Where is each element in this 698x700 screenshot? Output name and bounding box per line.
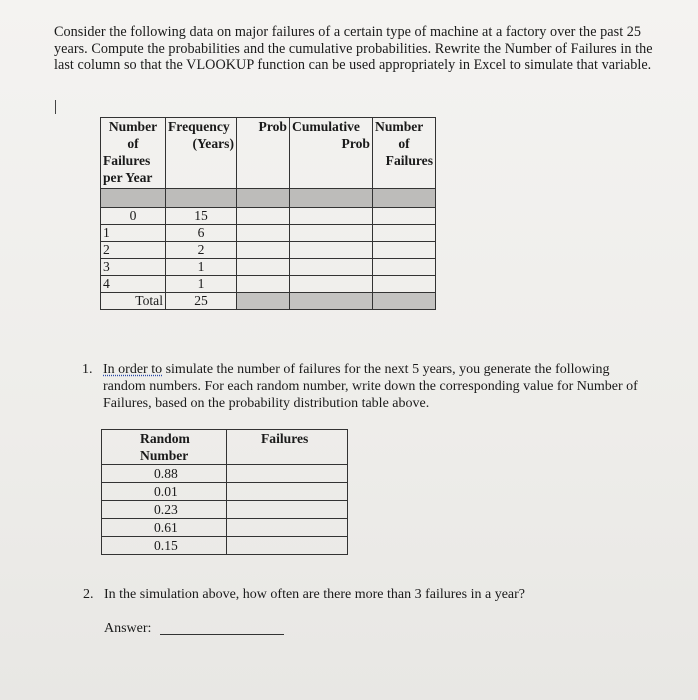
random-number-cell: 0.01 xyxy=(102,483,227,501)
question-2-text: In the simulation above, how often are there more than 3 failures in a year? xyxy=(104,587,526,602)
total-value: 25 xyxy=(166,293,237,310)
cumulative-prob-cell[interactable] xyxy=(290,242,373,259)
table-row xyxy=(101,242,436,259)
answer-blank[interactable] xyxy=(160,634,284,635)
question-2-number: 2. xyxy=(83,587,94,602)
lookup-failures-cell[interactable] xyxy=(373,259,436,276)
table-row xyxy=(102,465,348,483)
table-row xyxy=(101,208,436,225)
header-random-number: Random Number xyxy=(102,430,227,465)
cumulative-prob-cell[interactable] xyxy=(290,208,373,225)
failures-cell: 2 xyxy=(101,242,166,259)
intro-paragraph: Consider the following data on major failures of a certain type of machine at a factory over the past 25 years. Compute the probabilities and the cumulative probabilities. Rewrite the Number of Failures in the last column so that the VLOOKUP function can be used appropriately in Excel to simulate that variable. xyxy=(54,24,653,74)
cumulative-prob-cell[interactable] xyxy=(290,276,373,293)
header-number-of-failures-per-year: Number of Failures per Year xyxy=(101,118,166,189)
header-prob: Prob xyxy=(237,118,290,189)
failures-cell: 4 xyxy=(101,276,166,293)
question-1 xyxy=(82,361,642,412)
header-cumulative-prob: Cumulative Prob xyxy=(290,118,373,189)
table-row xyxy=(102,501,348,519)
cumulative-prob-cell[interactable] xyxy=(290,259,373,276)
question-1-text: simulate the number of failures for the next 5 years, you generate the following random numbers. For each random number, write down the corresponding value for Number of Failures, based on the probability distribution table above. xyxy=(103,362,638,411)
text-cursor xyxy=(55,100,56,114)
question-2 xyxy=(83,586,643,603)
frequency-cell: 1 xyxy=(166,259,237,276)
frequency-cell: 15 xyxy=(166,208,237,225)
lookup-failures-cell[interactable] xyxy=(373,208,436,225)
table-row xyxy=(102,519,348,537)
table-total-row xyxy=(101,293,436,310)
failures-answer-cell[interactable] xyxy=(227,501,348,519)
failures-answer-cell[interactable] xyxy=(227,483,348,501)
random-number-cell: 0.61 xyxy=(102,519,227,537)
table-header-row xyxy=(101,118,436,189)
frequency-cell: 6 xyxy=(166,225,237,242)
table-row xyxy=(102,483,348,501)
random-number-cell: 0.88 xyxy=(102,465,227,483)
cumulative-prob-cell[interactable] xyxy=(290,225,373,242)
prob-cell[interactable] xyxy=(237,208,290,225)
prob-cell[interactable] xyxy=(237,259,290,276)
header-number-of-failures: Number of Failures xyxy=(373,118,436,189)
frequency-cell: 2 xyxy=(166,242,237,259)
answer-label: Answer: xyxy=(104,621,152,636)
table-header-row xyxy=(102,430,348,465)
lookup-failures-cell[interactable] xyxy=(373,242,436,259)
random-number-cell: 0.15 xyxy=(102,537,227,555)
lookup-failures-cell[interactable] xyxy=(373,225,436,242)
table-row xyxy=(102,537,348,555)
failures-answer-cell[interactable] xyxy=(227,465,348,483)
header-frequency: Frequency (Years) xyxy=(166,118,237,189)
frequency-cell: 1 xyxy=(166,276,237,293)
question-1-number: 1. xyxy=(82,362,93,377)
table-row xyxy=(101,259,436,276)
random-number-table xyxy=(101,429,348,555)
question-1-underlined: In order to xyxy=(103,362,163,377)
prob-cell[interactable] xyxy=(237,242,290,259)
failures-answer-cell[interactable] xyxy=(227,519,348,537)
failures-answer-cell[interactable] xyxy=(227,537,348,555)
lookup-failures-cell[interactable] xyxy=(373,276,436,293)
header-failures: Failures xyxy=(227,430,348,465)
failure-distribution-table xyxy=(100,117,436,310)
failures-cell: 3 xyxy=(101,259,166,276)
prob-cell[interactable] xyxy=(237,225,290,242)
prob-cell[interactable] xyxy=(237,276,290,293)
table-separator-row xyxy=(101,189,436,208)
total-label: Total xyxy=(101,293,166,310)
table-row xyxy=(101,276,436,293)
table-row xyxy=(101,225,436,242)
random-number-cell: 0.23 xyxy=(102,501,227,519)
failures-cell: 1 xyxy=(101,225,166,242)
failures-cell: 0 xyxy=(101,208,166,225)
